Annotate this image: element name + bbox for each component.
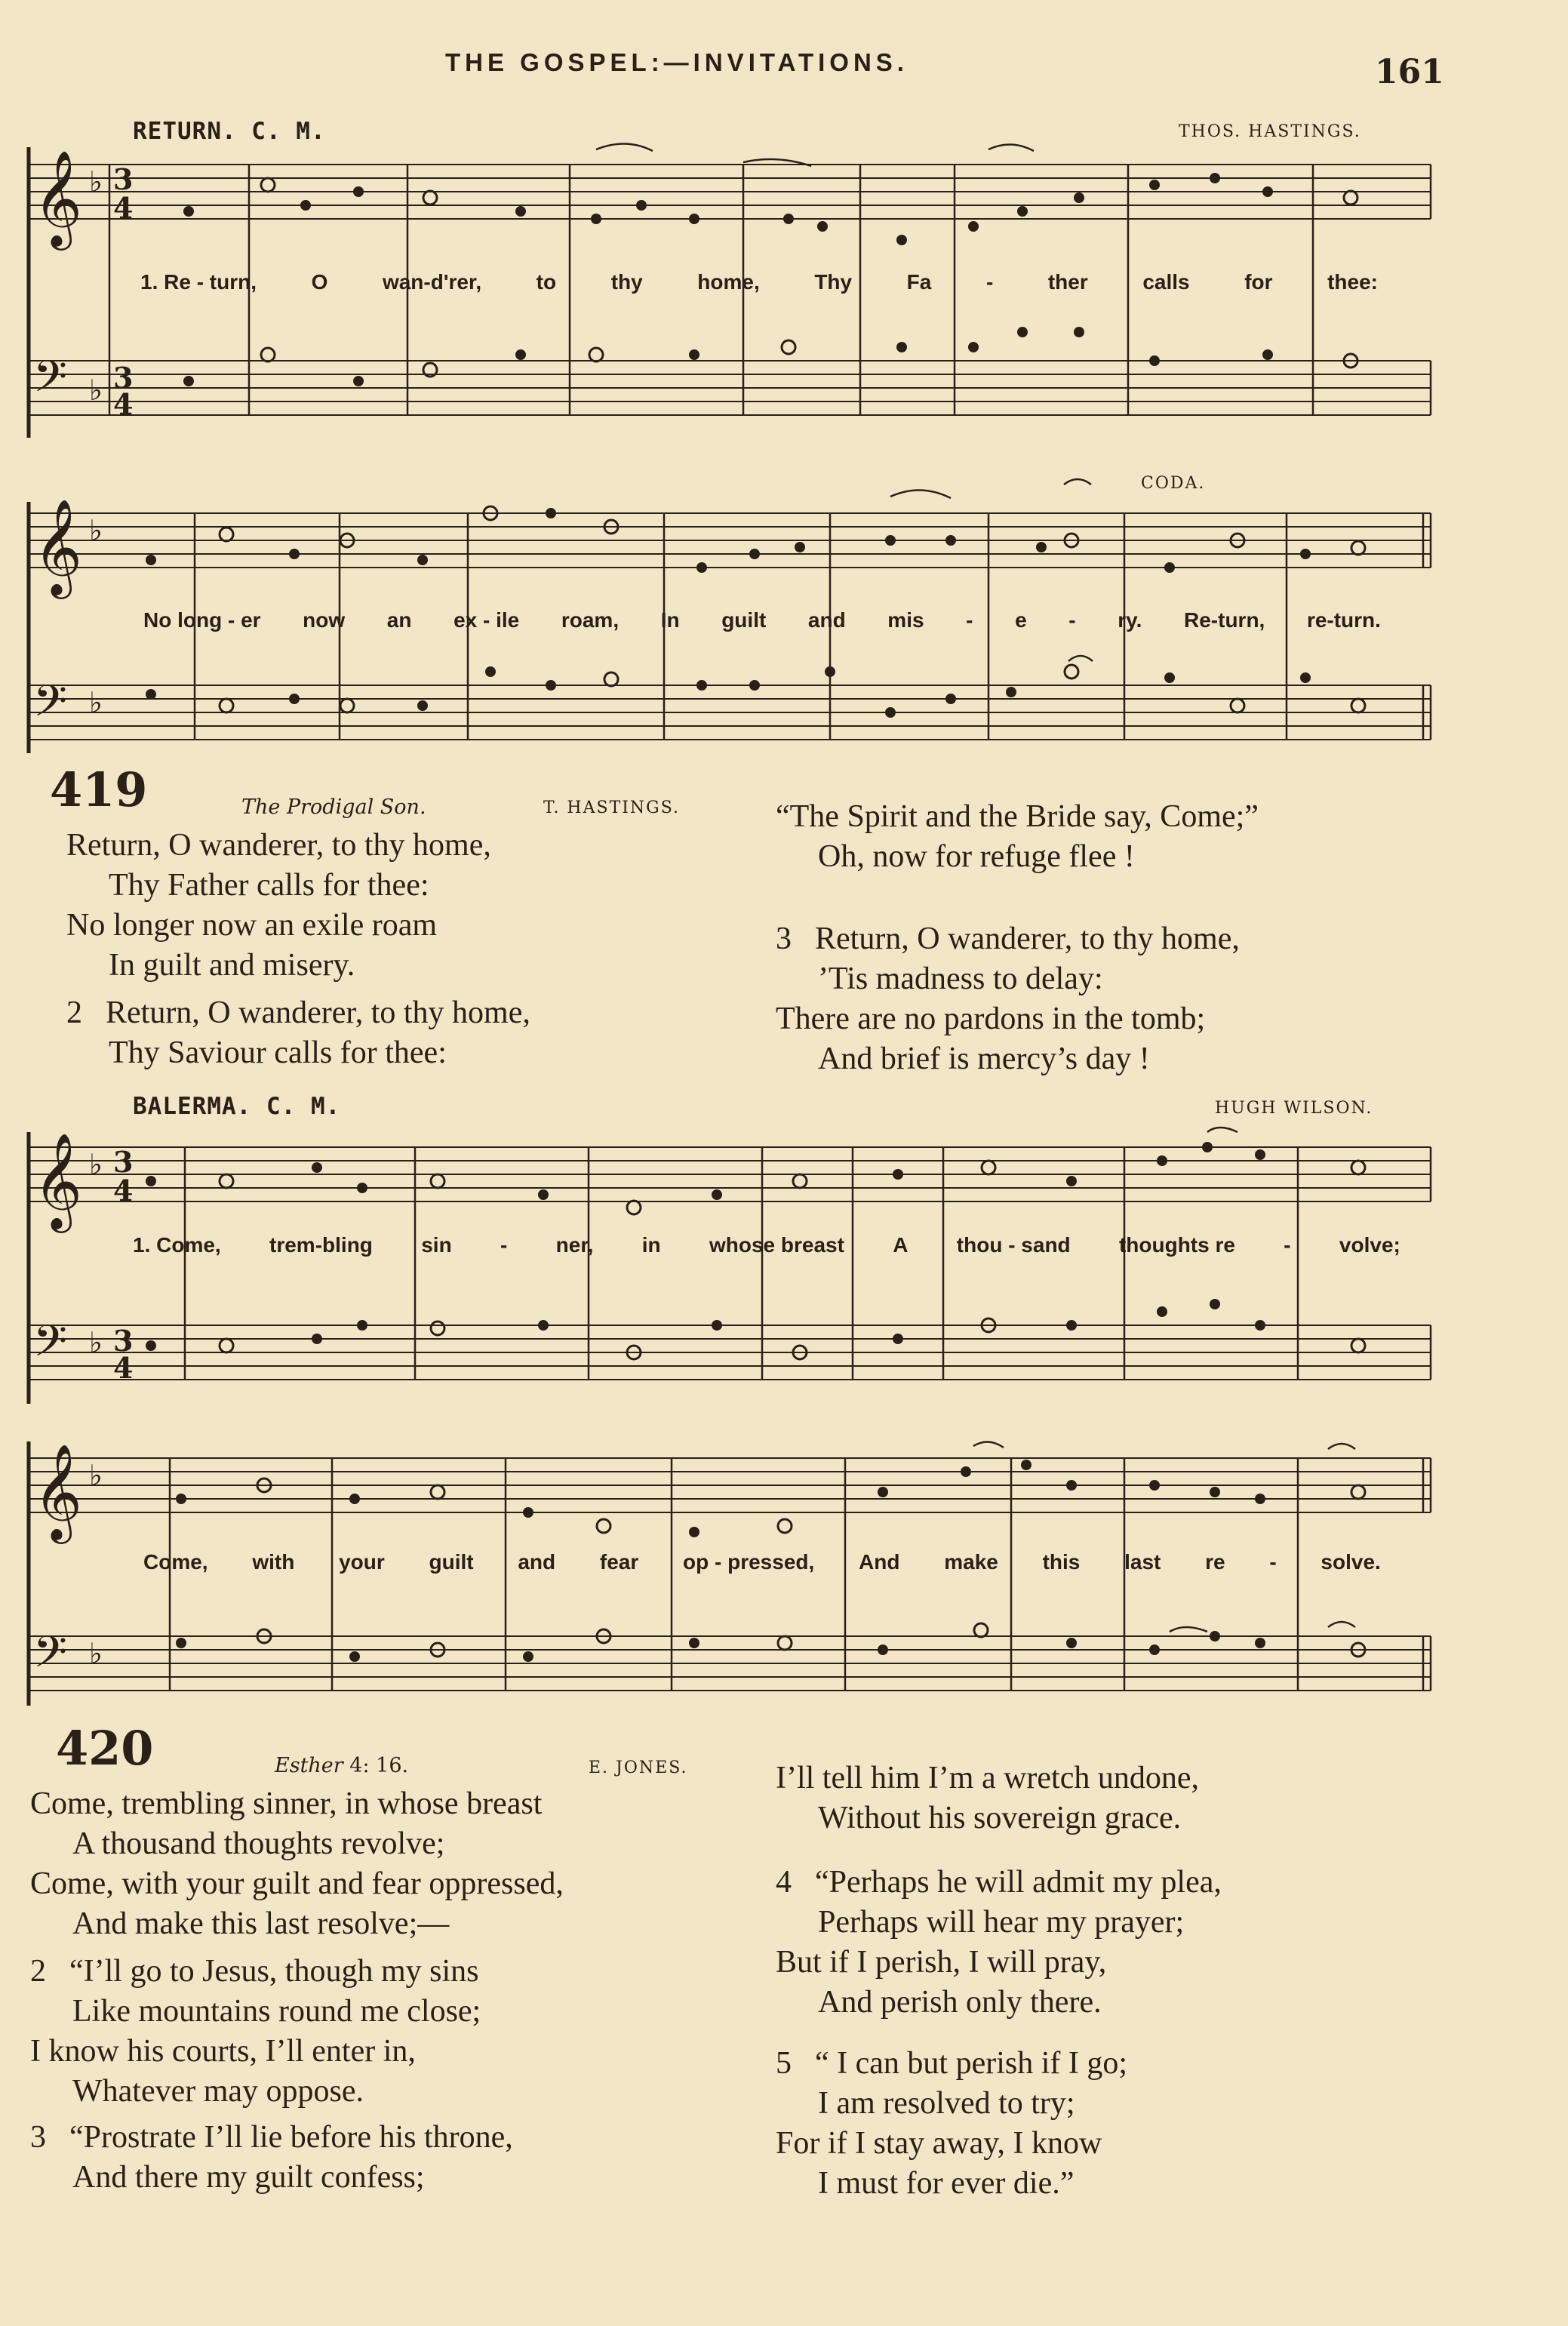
staff-420-1-bass: [30, 1325, 1431, 1380]
composer-hastings: THOS. HASTINGS.: [1179, 122, 1361, 141]
hymn-419-stanza-2-cont: “The Spirit and the Bride say, Come;” Oh, now for refuge flee !: [776, 799, 1259, 874]
staff-419-1-treble: [30, 165, 1431, 219]
svg-text:♭: ♭: [89, 1636, 103, 1670]
lyrics-420-line1: 1. Come, trem-bling sin - ner, in whose breast A thou - sand thoughts re - volve;: [133, 1233, 1400, 1257]
bass-clef-icon: 𝄢: [33, 1315, 68, 1377]
hymn-420-stanza-1: Come, trembling sinner, in whose breast A thousand thoughts revolve; Come, with your guilt and fear oppressed, And make this last resolve;—: [30, 1786, 564, 1941]
svg-text:♭: ♭: [89, 1325, 103, 1359]
hymn-420-source: Esther 4: 16.: [275, 1754, 409, 1777]
coda-label: CODA.: [1141, 474, 1206, 493]
hymn-420-stanza-3-cont: I’ll tell him I’m a wretch undone, Without his sovereign grace.: [776, 1761, 1199, 1835]
svg-text:3: 3: [113, 1324, 134, 1358]
svg-text:4: 4: [113, 191, 134, 225]
hymn-number-420: 420: [56, 1721, 154, 1776]
lyrics-420-line2: Come, with your guilt and fear op - pressed, And make this last re - solve.: [143, 1550, 1381, 1574]
svg-text:♭: ♭: [89, 1458, 103, 1492]
hymn-419-stanza-3: 3 Return, O wanderer, to thy home, ’Tis madness to delay: There are no pardons in the tomb; And brief is mercy’s day !: [776, 921, 1240, 1076]
hymn-419-source: The Prodigal Son.: [241, 795, 426, 819]
hymn-420-stanza-2: 2 “I’ll go to Jesus, though my sins Like mountains round me close; I know his courts, I’ll enter in, Whatever may oppose.: [30, 1954, 481, 2109]
staff-419-2-bass: [30, 685, 1431, 740]
svg-text:♭: ♭: [89, 373, 103, 407]
hymn-419-stanza-2: 2 Return, O wanderer, to thy home, Thy Saviour calls for thee:: [66, 995, 530, 1070]
svg-text:4: 4: [113, 1351, 134, 1385]
staff-420-2-bass: [30, 1636, 1431, 1691]
svg-text:♭: ♭: [89, 1147, 103, 1181]
hymn-number-419: 419: [50, 762, 148, 817]
staff-419-1-bass: [30, 361, 1431, 415]
hymn-420-stanza-5: 5 “ I can but perish if I go; I am resolved to try; For if I stay away, I know I must for ever die.”: [776, 2046, 1128, 2201]
hymn-419-author: T. HASTINGS.: [543, 798, 681, 817]
tune-name-balerma: BALERMA. C. M.: [133, 1093, 341, 1120]
running-header: THE GOSPEL:—INVITATIONS.: [445, 48, 909, 76]
svg-text:♭: ♭: [89, 513, 103, 547]
notes-419-2-bass: [146, 665, 1365, 718]
hymn-419-stanza-1: Return, O wanderer, to thy home, Thy Father calls for thee: No longer now an exile roam In guilt and misery.: [66, 828, 491, 983]
staff-420-1-treble: [30, 1147, 1431, 1201]
hymn-420-stanza-4: 4 “Perhaps he will admit my plea, Perhaps will hear my prayer; But if I perish, I will pray, And perish only there.: [776, 1865, 1222, 2020]
treble-clef-icon: 𝄞: [33, 498, 83, 595]
staff-419-2-treble: [30, 513, 1431, 568]
treble-clef-icon: 𝄞: [33, 149, 83, 246]
bass-clef-icon: 𝄢: [33, 675, 68, 737]
bass-clef-icon: 𝄢: [33, 351, 68, 413]
bass-clef-icon: 𝄢: [33, 1626, 68, 1688]
treble-clef-icon: 𝄞: [33, 1443, 83, 1540]
svg-text:3: 3: [113, 361, 134, 395]
svg-text:3: 3: [113, 162, 134, 196]
slurs: [596, 143, 1355, 1632]
hymn-420-stanza-3: 3 “Prostrate I’ll lie before his throne, And there my guilt confess;: [30, 2120, 513, 2195]
svg-text:4: 4: [113, 1174, 134, 1208]
staff-420-2-treble: [30, 1458, 1431, 1512]
lyrics-419-line2: No long - er now an ex - ile roam, In guilt and mis - e - ry. Re-turn, re-turn.: [143, 608, 1381, 632]
tune-name-return: RETURN. C. M.: [133, 118, 326, 145]
notes-420-1-bass: [146, 1299, 1365, 1359]
lyrics-419-line1: 1. Re - turn, O wan-d'rer, to thy home, Thy Fa - ther calls for thee:: [140, 270, 1378, 294]
svg-text:♭: ♭: [89, 685, 103, 719]
page-number: 161: [1375, 53, 1444, 91]
hymn-420-author: E. JONES.: [589, 1758, 688, 1777]
notes-419-1-bass: [183, 327, 1357, 386]
notes-419-1: [183, 173, 1357, 245]
treble-clef-icon: 𝄞: [33, 1132, 83, 1229]
svg-text:3: 3: [113, 1145, 134, 1179]
notes-420-2-bass: [176, 1623, 1365, 1662]
svg-text:4: 4: [113, 387, 134, 421]
notes-420-1: [146, 1142, 1365, 1214]
svg-text:♭: ♭: [89, 165, 103, 198]
composer-wilson: HUGH WILSON.: [1215, 1099, 1373, 1118]
